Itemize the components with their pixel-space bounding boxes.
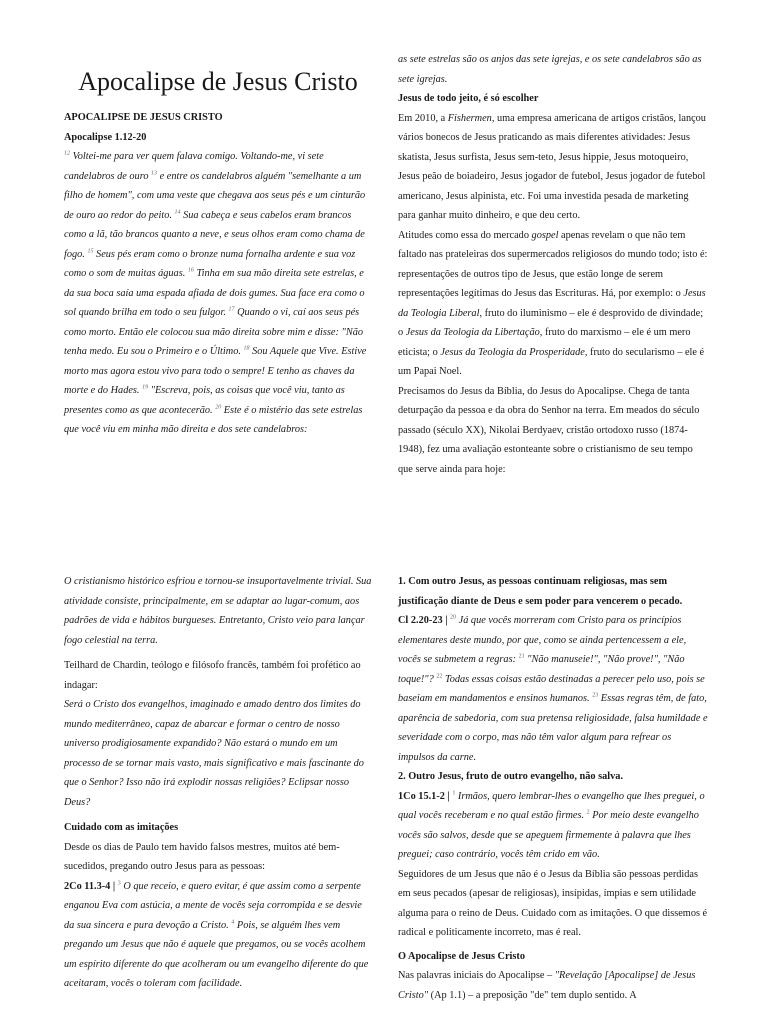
verse-number: 22 [436,673,443,680]
teilhard-quote: Será o Cristo dos evangelhos, imaginado e amado dentro dos limites do mundo mediterrâneo, capaz de abarcar e formar o centro de nosso universo prodigiosamente expandido? Não estará o mundo em um processo de se tornar mais vasto, mais significativo e mais fascinante do que o Senhor? Isso não irá explodir nossas religiões? Eclipsar nosso Deus? [64,699,364,808]
scripture-reference-2co-11-3-4: 2Co 11.3-4 | [64,880,116,892]
verse-number: 12 [64,150,70,157]
scripture-reference-cl-2-20-23: Cl 2.20-23 | [398,615,448,626]
section-heading-cuidado: Cuidado com as imitações [64,822,179,833]
verse-number: 4 [231,919,235,926]
section-heading-outro-jesus-1: 1. Com outro Jesus, as pessoas continuam religiosas, mas sem justificação diante de Deus e sem poder para vencerem o pecado. [398,576,683,607]
berdyaev-quote: O cristianismo histórico esfriou e tornou-se insuportavelmente trivial. Sua atividade consiste, principalmente, em se adaptar ao lugar-comum, aos padrões de vida e hábitos burgueses. Entretanto, Cristo veio para lançar fogo celestial na terra. [64,576,372,646]
verse-number: 20 [215,404,222,411]
paragraph-berdyaev: Precisamos do Jesus da Bíblia, do Jesus do Apocalipse. Chega de tanta deturpação da pessoa e da obra do Senhor na terra. Em meados do século passado (século XX), Nikolai Berdyaev, cristão ortodoxo russo (1874-1948), fez uma avaliação estonteante sobre o cristianismo de seu tempo que serve ainda para hoje: [398,385,700,475]
paragraph-fishermen: Em 2010, a Fishermen, uma empresa americana de artigos cristãos, lançou vários bonecos de Jesus praticando as mais diferentes atividades: Jesus skatista, Jesus surfista, Jesus sem-teto, Jesus hippie, Jesus motoqueiro, Jesus peão de boiadeiro, Jesus jogador de futebol, Jesus jogador de futebol americano, Jesus alpinista, etc. Foi uma investida pesada de marketing para ganhar muito dinheiro, e que deu certo. [398,112,706,221]
scripture-passage-cl: Cl 2.20-23 | $^{20}$ Já que vocês morreram com Cristo para os princípios elementares deste mundo, por que, como se ainda pertencessem a ele, vocês se submetem a regras: $^{21}$ "Não manuseie!", "Não prove!", "Não toque!"? $^{22}$ Todas essas coisas estão destinadas a perecer pelo uso, pois se baseiam em mandamentos e ensinos humanos. $^{23}$ Essas regras têm, de fato, aparência de sabedoria, com sua pretensa religiosidade, falsa humildade e severidade com o corpo, mas não têm valor algum para refrear os impulsos da carne. [398,614,708,763]
verse-number: 1 [452,790,456,797]
verse-number: 18 [243,345,250,352]
page-title: Apocalipse de Jesus Cristo [78,67,358,96]
paragraph-mercado-gospel: Atitudes como essa do mercado gospel apenas revelam o que não tem faltado nas prateleiras dos supermercados religiosos do mundo todo; isto é: representações de outros tipo de Jesus, que estão longe de serem representações legítimas do Jesus das Escrituras. Há, por exemplo: o Jesus da Teologia Liberal, fruto do iluminismo – ele é desprovido de divindade; o Jesus da Teologia da Libertação, fruto do marxismo – ele é um mero eticista; o Jesus da Teologia da Prosperidade, fruto do secularismo – ele é um Papai Noel. [398,229,708,377]
scripture-reference-ap-1-12-20: Apocalipse 1.12-20 [64,131,147,143]
bottom-right-column [398,572,708,1005]
verse-number: 15 [87,248,94,255]
top-right-column [398,50,708,479]
verse-number: 13 [151,170,158,177]
passage-continuation: as sete estrelas são os anjos das sete igrejas, e os sete candelabros são as sete igrejas. [398,54,702,85]
scripture-passage: $^{12}$ Voltei-me para ver quem falava comigo. Voltando-me, vi sete candelabros de ouro $^{13}$ e entre os candelabros alguém "semelhante a um filho de homem", com uma veste que chegava aos seus pés e um cinturão de ouro ao redor do peito. $^{14}$ Sua cabeça e seus cabelos eram brancos como a lã, tão brancos quanto a neve, e seus olhos eram como chama de fogo. $^{15}$ Seus pés eram como o bronze numa fornalha ardente e sua voz como o som de muitas águas. $^{16}$ Tinha em sua mão direita sete estrelas, e da sua boca saía uma espada afiada de dois gumes. Sua face era como o sol quando brilha em todo o seu fulgor. $^{17}$ Quando o vi, caí aos seus pés como morto. Então ele colocou sua mão direita sobre mim e disse: "Não tenha medo. Eu sou o Primeiro e o Último. $^{18}$ Sou Aquele que Vive. Estive morto mas agora estou vivo para todo o sempre! E tenho as chaves da morte e do Hades. $^{19}$ "Escreva, pois, as coisas que você viu, tanto as presentes como as que acontecerão. $^{20}$ Este é o mistério das sete estrelas que você viu em minha mão direita e dos sete candelabros: [64,150,367,435]
bottom-left-column [64,572,372,994]
section-heading-apocalipse: APOCALIPSE DE JESUS CRISTO [64,112,223,123]
scripture-passage-1co: 1Co 15.1-2 | $^1$ Irmãos, quero lembrar-lhes o evangelho que lhes preguei, o qual vocês receberam e no qual estão firmes. $^2$ Por meio deste evangelho vocês são salvos, desde que se apeguem firmemente à palavra que lhes preguei; caso contrário, vocês têm crido em vão. [398,790,705,860]
verse-number: 2 [586,809,590,816]
verse-number: 20 [450,614,457,621]
scripture-reference-1co-15-1-2: 1Co 15.1-2 | [398,790,450,802]
verse-number: 17 [228,306,235,313]
verse-number: 3 [117,880,121,887]
scripture-passage-2co: 2Co 11.3-4 | $^3$ O que receio, e quero evitar, é que assim como a serpente enganou Eva com astúcia, a mente de vocês seja corrompida e se desvie da sua sincera e pura devoção a Cristo. $^4$ Pois, se alguém lhes vem pregando um Jesus que não é aquele que pregamos, ou se vocês acolhem um espírito diferente do que acolheram ou um evangelho diferente do que aceitaram, vocês o toleram com facilidade. [64,880,369,989]
paragraph-teilhard-intro: Teilhard de Chardin, teólogo e filósofo francês, também foi profético ao indagar: [64,660,361,691]
verse-number: 21 [518,653,525,660]
verse-number: 16 [187,267,194,274]
paragraph-falsos-mestres: Desde os dias de Paulo tem havido falsos mestres, muitos até bem-sucedidos, pregando outro Jesus para as pessoas: [64,841,340,872]
paragraph-seguidores: Seguidores de um Jesus que não é o Jesus da Bíblia são pessoas perdidas em seus pecados (apesar de religiosas), insípidas, ímpias e sem utilidade alguma para o reino de Deus. Cuidado com as imitações. O que dissemos é radical e politicamente incorreto, mas é real. [398,868,708,938]
paragraph-palavras-iniciais: Nas palavras iniciais do Apocalipse – "Revelação [Apocalipse] de Jesus Cristo" (Ap 1.1) – a preposição "de" tem duplo sentido. A [398,970,696,1001]
verse-number: 19 [142,384,149,391]
section-heading-apocalipse-de-jesus: O Apocalipse de Jesus Cristo [398,950,526,962]
verse-number: 23 [592,692,599,699]
section-heading-jesus-de-todo-jeito: Jesus de todo jeito, é só escolher [398,93,539,104]
top-left-column [64,66,372,440]
section-heading-outro-jesus-2: 2. Outro Jesus, fruto de outro evangelho, não salva. [398,771,624,782]
verse-number: 14 [174,209,181,216]
